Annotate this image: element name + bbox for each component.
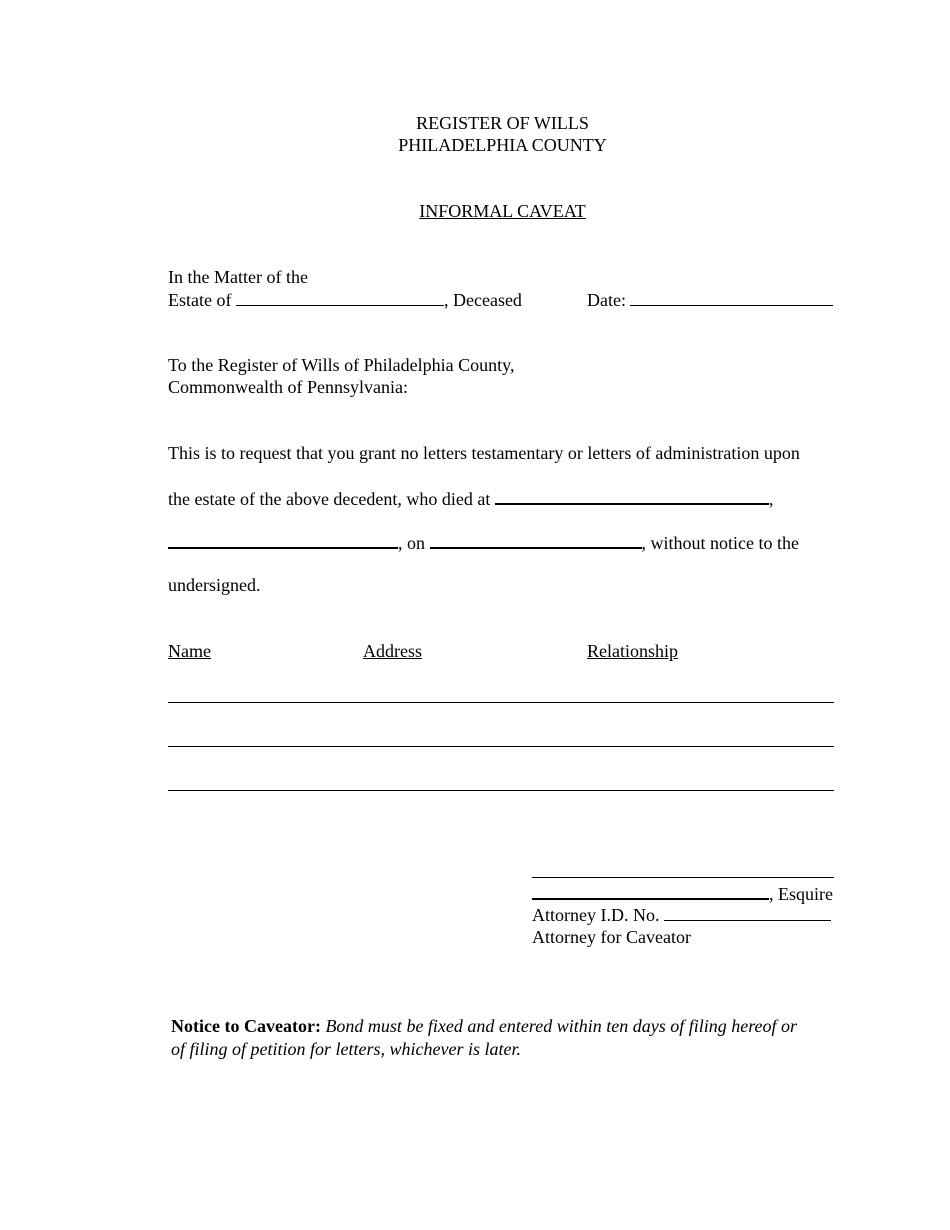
- request-line-1: This is to request that you grant no letters testamentary or letters of administration upon: [168, 443, 800, 463]
- office-title: REGISTER OF WILLS: [416, 113, 589, 133]
- without-notice-text: , without notice to the: [641, 533, 799, 553]
- request-line-2: [168, 486, 773, 510]
- caveator-entry-line-2[interactable]: [168, 746, 834, 747]
- attorney-id-field[interactable]: [664, 903, 831, 921]
- decedent-name-field[interactable]: [236, 288, 444, 306]
- attorney-name-line: [532, 881, 833, 905]
- notice-line-2: [171, 1038, 521, 1060]
- request-line-4: undersigned.: [168, 575, 261, 595]
- place-of-death-field-2[interactable]: [168, 530, 398, 549]
- notice-text-2: of filing of petition for letters, whichever is later.: [171, 1039, 521, 1059]
- date-line: [587, 288, 833, 311]
- notice-label: Notice to Caveator:: [171, 1016, 321, 1036]
- address-line-2: Commonwealth of Pennsylvania:: [168, 377, 408, 397]
- deceased-suffix: , Deceased: [443, 290, 522, 310]
- date-label: Date:: [587, 290, 626, 310]
- matter-line: In the Matter of the: [168, 267, 308, 287]
- notice-line-1: [171, 1015, 797, 1037]
- attorney-name-field[interactable]: [532, 881, 769, 900]
- attorney-for-caveator: Attorney for Caveator: [532, 927, 691, 947]
- comma: ,: [768, 489, 774, 509]
- address-column-header: Address: [363, 641, 422, 661]
- esquire-text: , Esquire: [769, 884, 833, 904]
- notice-text-1: Bond must be fixed and entered within ten days of filing hereof or: [325, 1016, 798, 1036]
- address-line-1: To the Register of Wills of Philadelphia County,: [168, 355, 515, 375]
- name-column-header: Name: [168, 641, 211, 661]
- attorney-id-label: Attorney I.D. No.: [532, 905, 660, 925]
- place-of-death-field[interactable]: [495, 486, 769, 505]
- attorney-id-line: [532, 903, 831, 926]
- county-title: PHILADELPHIA COUNTY: [398, 135, 607, 155]
- request-line-3: [168, 530, 799, 554]
- estate-prefix: Estate of: [168, 290, 232, 310]
- relationship-column-header: Relationship: [587, 641, 678, 661]
- caveator-entry-line-1[interactable]: [168, 702, 834, 703]
- on-text: , on: [398, 533, 425, 553]
- signature-line[interactable]: [532, 877, 834, 878]
- died-at-text: the estate of the above decedent, who died at: [168, 489, 491, 509]
- date-field[interactable]: [630, 288, 833, 306]
- estate-line: [168, 288, 522, 311]
- caveator-entry-line-3[interactable]: [168, 790, 834, 791]
- date-of-death-field[interactable]: [430, 530, 642, 549]
- form-title: INFORMAL CAVEAT: [419, 201, 586, 221]
